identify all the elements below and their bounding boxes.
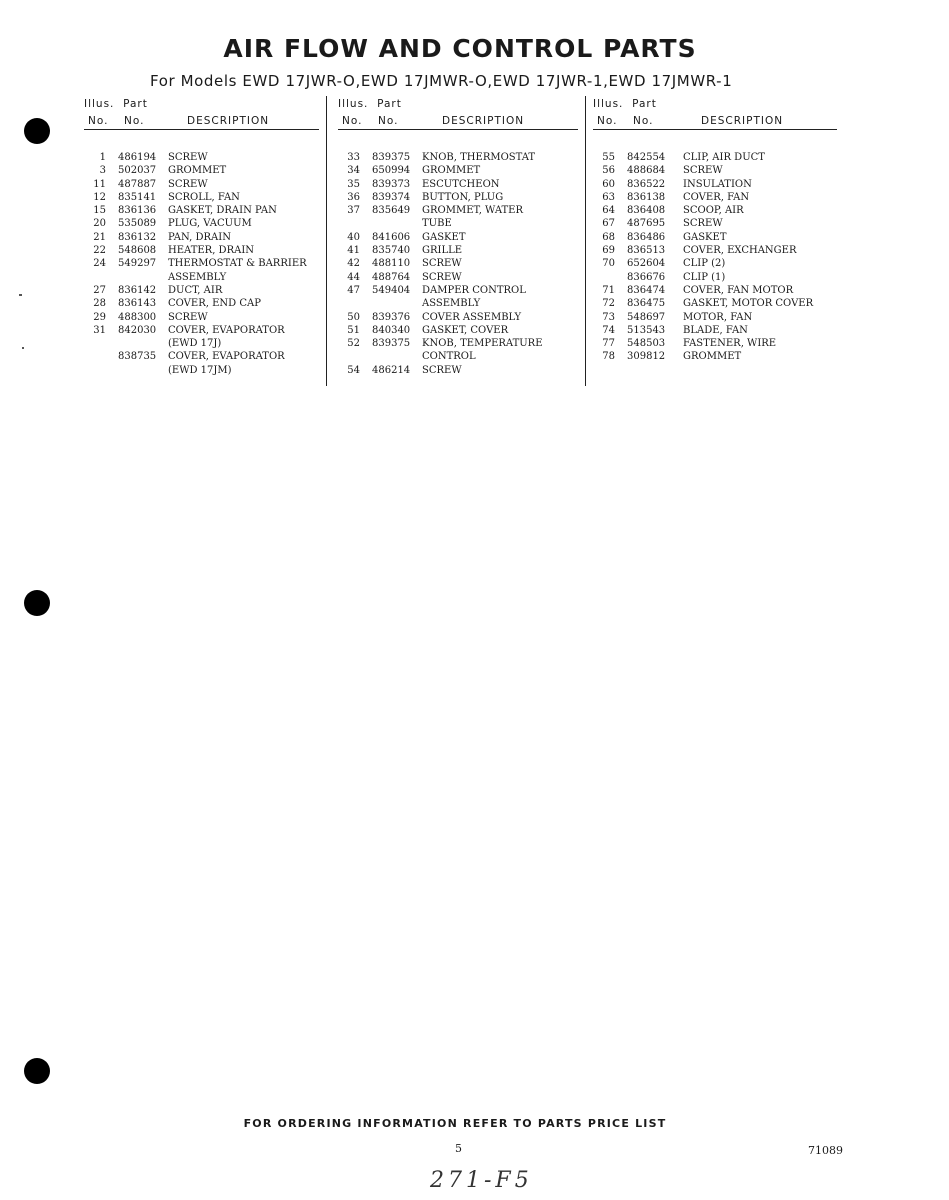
illus-number: 64 [602,205,615,217]
parts-row [84,152,319,165]
part-description: CLIP, AIR DUCT [683,152,765,163]
part-description: PLUG, VACUUM [168,218,252,230]
illus-number: 52 [347,338,360,350]
part-description: COVER, EVAPORATOR [168,324,285,336]
part-number: 839376 [372,311,411,323]
part-number: 309812 [627,351,666,363]
part-description: (EWD 17JM) [168,364,232,376]
parts-row [84,232,319,245]
illus-number: 31 [93,324,106,336]
illus-number: 72 [602,298,615,310]
illus-number: 51 [347,324,360,336]
part-description: GASKET, DRAIN PAN [168,205,277,217]
parts-row [338,365,578,378]
document-number: 71089 [808,1144,843,1157]
part-description: (EWD 17J) [168,338,222,350]
part-number: 835141 [118,191,157,203]
part-number: 836676 [627,271,666,283]
part-number: 836132 [118,231,157,243]
parts-row [593,338,837,351]
parts-row [84,179,319,192]
part-description: GROMMET [168,165,227,177]
parts-row [338,338,578,351]
parts-row [84,338,319,351]
part-description: PAN, DRAIN [168,231,231,243]
illus-number: 35 [347,178,360,190]
part-number: 836138 [627,191,666,203]
illus-number: 20 [93,218,106,230]
part-number: 549404 [372,284,411,296]
illus-number: 73 [602,311,615,323]
part-number: 488110 [372,258,411,270]
part-number: 836408 [627,205,666,217]
part-number: 836143 [118,298,157,310]
parts-row [338,218,578,231]
part-description: HEATER, DRAIN [168,245,255,257]
part-number: 548503 [627,338,666,350]
part-number: 548608 [118,245,157,257]
illus-number: 21 [93,231,106,243]
part-description: SCREW [422,271,462,283]
part-description: GROMMET [422,165,481,177]
illus-number: 29 [93,311,106,323]
illus-number: 27 [93,284,106,296]
parts-column-1 [84,96,319,378]
parts-column-3 [593,96,837,365]
scan-speck [19,294,22,296]
parts-row [593,232,837,245]
illus-number: 28 [93,298,106,310]
illus-number: 37 [347,205,360,217]
parts-row [338,232,578,245]
part-number: 835740 [372,245,411,257]
part-description: KNOB, THERMOSTAT [422,152,536,163]
parts-row [84,258,319,271]
parts-row [593,165,837,178]
part-description: SCROLL, FAN [168,191,240,203]
part-number: 838735 [118,351,157,363]
parts-row [338,165,578,178]
illus-number: 78 [602,351,615,363]
illus-number: 24 [93,258,106,270]
part-number: 488300 [118,311,157,323]
binder-hole-bottom [24,1058,50,1084]
binder-hole-middle [24,590,50,616]
illus-number: 47 [347,284,360,296]
part-description: ASSEMBLY [422,298,481,310]
part-description: BUTTON, PLUG [422,191,504,203]
part-number: 836513 [627,245,666,257]
illus-number: 67 [602,218,615,230]
parts-row [593,179,837,192]
part-number: 839373 [372,178,411,190]
parts-row [84,165,319,178]
part-number: 836474 [627,284,666,296]
part-description: SCREW [168,178,208,190]
part-number: 513543 [627,324,666,336]
part-description: GROMMET [683,351,742,363]
part-description: MOTOR, FAN [683,311,753,323]
part-number: 842554 [627,152,666,163]
part-number: 502037 [118,165,157,177]
parts-row [593,218,837,231]
part-number: 548697 [627,311,666,323]
illus-heading: Illus. [593,98,624,110]
parts-row [84,272,319,285]
illus-number: 33 [347,152,360,163]
parts-row [593,192,837,205]
parts-row [593,312,837,325]
part-number: 840340 [372,324,411,336]
parts-list [84,152,319,378]
parts-row [338,179,578,192]
parts-row [84,245,319,258]
part-number: 486214 [372,364,411,376]
illus-number: 42 [347,258,360,270]
illus-number: 69 [602,245,615,257]
part-number: 842030 [118,324,157,336]
parts-row [338,245,578,258]
part-description: SCREW [683,165,723,177]
parts-row [84,298,319,311]
part-number: 487887 [118,178,157,190]
illus-heading: Illus. [84,98,115,110]
illus-no-heading: No. [88,115,109,127]
illus-number: 41 [347,245,360,257]
parts-row [84,312,319,325]
part-description: ESCUTCHEON [422,178,500,190]
illus-number: 77 [602,338,615,350]
part-description: SCREW [683,218,723,230]
illus-number: 63 [602,191,615,203]
parts-row [84,285,319,298]
part-number: 486194 [118,152,157,163]
page-title: AIR FLOW AND CONTROL PARTS [223,34,697,63]
part-number: 549297 [118,258,157,270]
part-description: FASTENER, WIRE [683,338,777,350]
part-description: SCREW [168,311,208,323]
parts-row [593,325,837,338]
part-description: SCREW [422,258,462,270]
part-no-heading: No. [124,115,145,127]
description-heading: DESCRIPTION [187,115,270,127]
illus-number: 15 [93,205,106,217]
part-number: 836522 [627,178,666,190]
parts-row [84,218,319,231]
illus-number: 1 [99,152,106,163]
parts-row [593,272,837,285]
parts-row [593,205,837,218]
illus-number: 70 [602,258,615,270]
illus-number: 11 [93,178,106,190]
part-heading: Part [123,98,148,110]
illus-number: 36 [347,191,360,203]
illus-number: 68 [602,231,615,243]
part-number: 835649 [372,205,411,217]
part-description: KNOB, TEMPERATURE [422,338,543,350]
parts-row [84,192,319,205]
part-description: COVER, EXCHANGER [683,245,797,257]
part-description: CONTROL [422,351,476,363]
part-number: 488684 [627,165,666,177]
description-heading: DESCRIPTION [442,115,525,127]
binder-hole-top [24,118,50,144]
header-rule [84,129,319,130]
header-rule [338,129,578,130]
handwritten-note: 271-F5 [430,1168,533,1193]
parts-row [593,351,837,364]
parts-row [84,325,319,338]
part-description: GROMMET, WATER [422,205,524,217]
part-number: 652604 [627,258,666,270]
parts-row [593,258,837,271]
part-description: GASKET, COVER [422,324,509,336]
illus-number: 3 [99,165,106,177]
column-header [338,96,578,130]
part-number: 839375 [372,338,411,350]
part-description: COVER, FAN MOTOR [683,284,794,296]
part-description: GASKET, MOTOR COVER [683,298,814,310]
parts-row [338,285,578,298]
part-number: 841606 [372,231,411,243]
part-number: 836486 [627,231,666,243]
parts-row [84,365,319,378]
column-header [84,96,319,130]
illus-number: 34 [347,165,360,177]
illus-no-heading: No. [342,115,363,127]
part-description: SCREW [422,364,462,376]
description-heading: DESCRIPTION [701,115,784,127]
part-number: 488764 [372,271,411,283]
part-description: COVER, FAN [683,191,750,203]
illus-number: 40 [347,231,360,243]
column-header [593,96,837,130]
part-description: COVER, EVAPORATOR [168,351,285,363]
parts-row [84,205,319,218]
illus-number: 56 [602,165,615,177]
parts-row [593,245,837,258]
part-number: 487695 [627,218,666,230]
parts-row [338,258,578,271]
scan-speck [22,347,24,349]
part-no-heading: No. [378,115,399,127]
parts-column-2 [338,96,578,378]
part-description: DAMPER CONTROL [422,284,526,296]
part-description: SCREW [168,152,208,163]
illus-number: 44 [347,271,360,283]
part-description: GASKET [683,231,727,243]
illus-number: 60 [602,178,615,190]
illus-no-heading: No. [597,115,618,127]
part-description: CLIP (1) [683,271,726,283]
part-description: INSULATION [683,178,752,190]
part-description: ASSEMBLY [168,271,227,283]
part-number: 650994 [372,165,411,177]
parts-row [338,272,578,285]
illus-number: 74 [602,324,615,336]
illus-number: 71 [602,284,615,296]
part-description: BLADE, FAN [683,324,748,336]
part-description: COVER, END CAP [168,298,261,310]
header-rule [593,129,837,130]
parts-row [593,298,837,311]
part-number: 836136 [118,205,157,217]
part-description: COVER ASSEMBLY [422,311,522,323]
column-divider [585,96,586,386]
part-number: 836142 [118,284,157,296]
page-number: 5 [455,1142,462,1155]
parts-row [338,351,578,364]
part-description: TUBE [422,218,452,230]
part-description: GASKET [422,231,466,243]
part-no-heading: No. [633,115,654,127]
part-heading: Part [377,98,402,110]
illus-heading: Illus. [338,98,369,110]
illus-number: 55 [602,152,615,163]
parts-row [84,351,319,364]
models-subtitle: For Models EWD 17JWR-O,EWD 17JMWR-O,EWD 17JWR-1,EWD 17JMWR-1 [150,72,733,90]
illus-number: 54 [347,364,360,376]
parts-row [338,325,578,338]
part-description: GRILLE [422,245,463,257]
parts-row [338,152,578,165]
part-number: 836475 [627,298,666,310]
parts-row [338,312,578,325]
parts-row [338,298,578,311]
parts-list [593,152,837,365]
column-divider [326,96,327,386]
part-number: 839374 [372,191,411,203]
parts-row [593,285,837,298]
ordering-footer: FOR ORDERING INFORMATION REFER TO PARTS PRICE LIST [243,1117,667,1130]
parts-row [593,152,837,165]
illus-number: 50 [347,311,360,323]
parts-row [338,205,578,218]
illus-number: 12 [93,191,106,203]
part-number: 535089 [118,218,157,230]
illus-number: 22 [93,245,106,257]
part-heading: Part [632,98,657,110]
part-description: DUCT, AIR [168,284,223,296]
part-description: THERMOSTAT & BARRIER [168,258,307,270]
parts-row [338,192,578,205]
part-number: 839375 [372,152,411,163]
part-description: CLIP (2) [683,258,726,270]
part-description: SCOOP, AIR [683,205,744,217]
parts-list [338,152,578,378]
